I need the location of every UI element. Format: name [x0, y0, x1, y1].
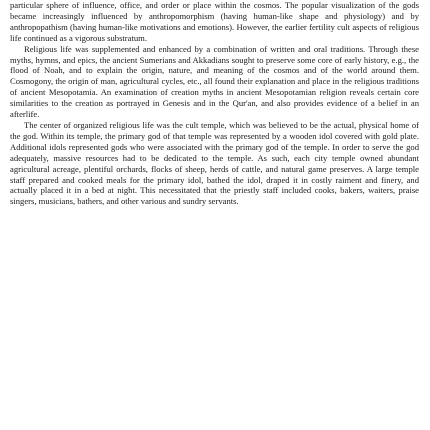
- paragraph-cult-temple: The center of organized religious life was the cult temple, which was believed to be the actual, physical home of the god. Within its temple, the primary god of that temple was represented by a wooden idol covered with gold plate. Additional idols represented gods who were associated with the primary god of the temple. In order to serve the god adequately, massive resources had to be dedicated to the temple. As such, each city temple owned abundant agricultural acreage, plentiful orchards, flocks of sheep, herds of cattle, and natural game preserves. A large temple staff prepared and cooked meals for the primary idol, bathed the idol, draped it in costly raiment and finery, and actually placed it in a bed at night. This necessitated that the priestly staff included cooks, bakers, waiters, praise singers, musicians, bathers, and other various and sundry servants.: [10, 119, 419, 207]
- document-page: [10, 0, 419, 430]
- paragraph-gods-visualization: particular sphere of influence, office, and order or place within the cosmos. The popular visualization of the gods became increasingly influenced by anthropomorphism (having human-like shape and physiology) and by anthropopathism (having human-like motivations and emotions). However, the earlier fertility cult aspects of religious life continued as a vigorous substratum.: [10, 0, 419, 43]
- paragraph-religious-traditions: Religious life was supplemented and enhanced by a combination of written and oral traditions. Through these myths, hymns, and epics, the ancient Sumerians and Akkadians sought to preserve some core of early history, e.g., the flood of Noah, and to explain the origin, nature, and meaning of the cosmos and of the world around them. Cosmogony, the origin of man, agricultural cycles, etc., all found their explanation and place in the religious traditions of ancient Mesopotamia. An examination of creation myths in ancient Mesopotamian religion reveals certain core similarities to the creation as portrayed in Genesis and in the Qur'an, and also provides evidence of a belief in an afterlife.: [10, 43, 419, 120]
